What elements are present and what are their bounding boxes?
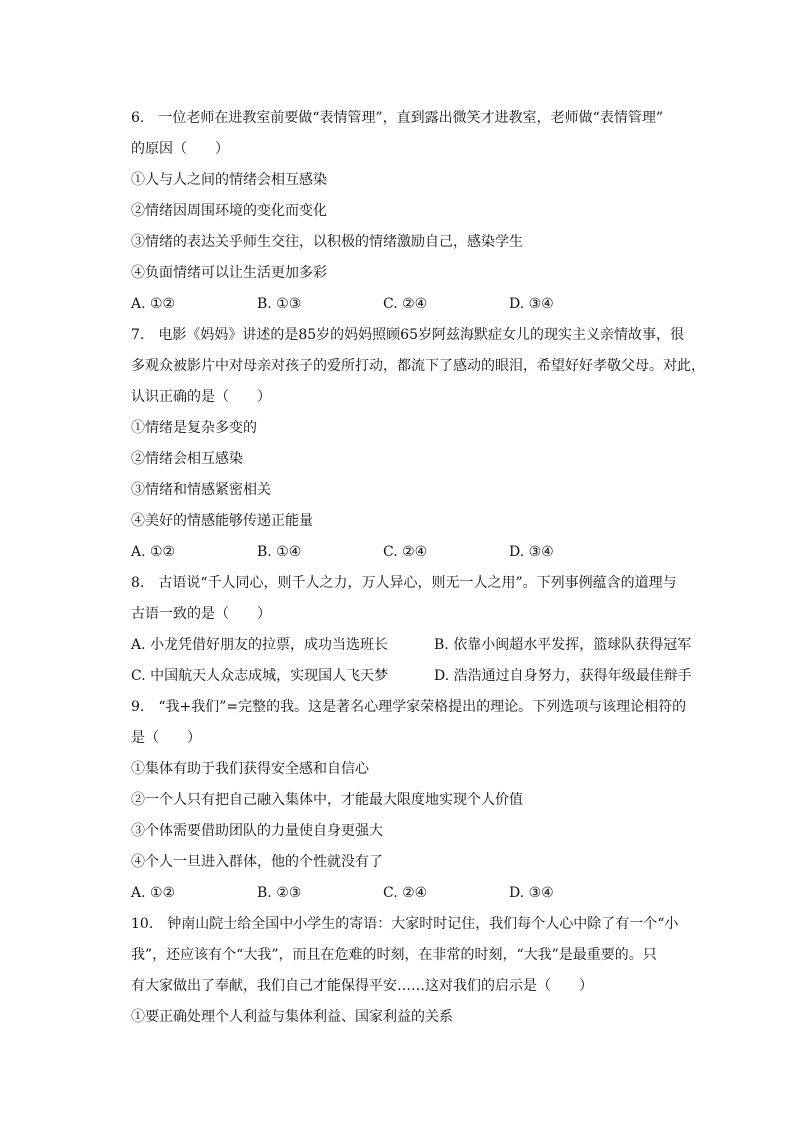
statement-item: ①情绪是复杂多变的 xyxy=(131,420,257,436)
question-10 xyxy=(131,909,701,1033)
question-stem-line: 9. “我+我们”=完整的我。这是著名心理学家荣格提出的理论。下列选项与该理论相符的 xyxy=(131,699,687,715)
option-c: C. ②④ xyxy=(383,544,428,560)
option-d: D. 浩浩通过自身努力，获得年级最佳辩手 xyxy=(434,668,692,684)
statement-item: ③个体需要借助团队的力量使自身更强大 xyxy=(131,823,383,839)
statement-item: ①人与人之间的情绪会相互感染 xyxy=(131,172,327,188)
option-b: B. ②③ xyxy=(257,885,302,901)
answer-options-row xyxy=(131,661,701,692)
statement-item: ③情绪和情感紧密相关 xyxy=(131,482,271,498)
question-stem-line: 我”，还应该有个“大我”，而且在危难的时刻，在非常的时刻，“大我”是最重要的。只 xyxy=(131,947,657,963)
answer-options xyxy=(131,289,701,320)
answer-options xyxy=(131,537,701,568)
option-a: A. ①② xyxy=(131,544,176,560)
option-c: C. ②④ xyxy=(383,296,428,312)
question-8 xyxy=(131,568,701,692)
option-b: B. 依靠小闽超水平发挥，篮球队获得冠军 xyxy=(434,637,692,653)
statement-item: ④负面情绪可以让生活更加多彩 xyxy=(131,265,327,281)
statement-item: ②一个人只有把自己融入集体中，才能最大限度地实现个人价值 xyxy=(131,792,523,808)
answer-options xyxy=(131,878,701,909)
statement-item: ①要正确处理个人利益与集体利益、国家利益的关系 xyxy=(131,1009,453,1025)
question-stem-line: 有大家做出了奉献，我们自己才能保得平安……这对我们的启示是（ ） xyxy=(131,978,593,994)
question-9 xyxy=(131,692,701,909)
option-a: A. 小龙凭借好朋友的拉票，成功当选班长 xyxy=(131,637,389,653)
question-stem-line: 6. 一位老师在进教室前要做“表情管理”，直到露出微笑才进教室，老师做“表情管理” xyxy=(131,110,663,126)
option-a: A. ①② xyxy=(131,885,176,901)
statement-item: ④美好的情感能够传递正能量 xyxy=(131,513,313,529)
statement-item: ③情绪的表达关乎师生交往，以积极的情绪激励自己，感染学生 xyxy=(131,234,523,250)
question-stem-line: 古语一致的是（ ） xyxy=(131,606,271,622)
option-a: A. ①② xyxy=(131,296,176,312)
question-stem-line: 10. 钟南山院士给全国中小学生的寄语：大家时时记住，我们每个人心中除了有一个“小 xyxy=(131,916,679,932)
option-d: D. ③④ xyxy=(509,544,554,560)
question-list xyxy=(131,103,705,1033)
question-stem-line: 7. 电影《妈妈》讲述的是85岁的妈妈照顾65岁阿兹海默症女儿的现实主义亲情故事，很 xyxy=(131,327,684,343)
question-stem-line: 的原因（ ） xyxy=(131,141,229,157)
question-stem-line: 认识正确的是（ ） xyxy=(131,389,271,405)
statement-item: ②情绪因周围环境的变化而变化 xyxy=(131,203,327,219)
statement-item: ②情绪会相互感染 xyxy=(131,451,243,467)
question-7 xyxy=(131,320,705,568)
option-c: C. ②④ xyxy=(383,885,428,901)
option-b: B. ①④ xyxy=(257,544,302,560)
question-stem-line: 8. 古语说“千人同心，则千人之力，万人异心，则无一人之用”。下列事例蕴含的道理与 xyxy=(131,575,677,591)
question-stem-line: 是（ ） xyxy=(131,730,201,746)
answer-options-row xyxy=(131,630,701,661)
option-d: D. ③④ xyxy=(509,885,554,901)
option-b: B. ①③ xyxy=(257,296,302,312)
question-stem-line: 多观众被影片中对母亲对孩子的爱所打动，都流下了感动的眼泪，希望好好孝敬父母。对此， xyxy=(131,358,705,374)
question-6 xyxy=(131,103,701,320)
option-c: C. 中国航天人众志成城，实现国人飞天梦 xyxy=(131,668,389,684)
option-d: D. ③④ xyxy=(509,296,554,312)
statement-item: ①集体有助于我们获得安全感和自信心 xyxy=(131,761,369,777)
statement-item: ④个人一旦进入群体，他的个性就没有了 xyxy=(131,854,383,870)
